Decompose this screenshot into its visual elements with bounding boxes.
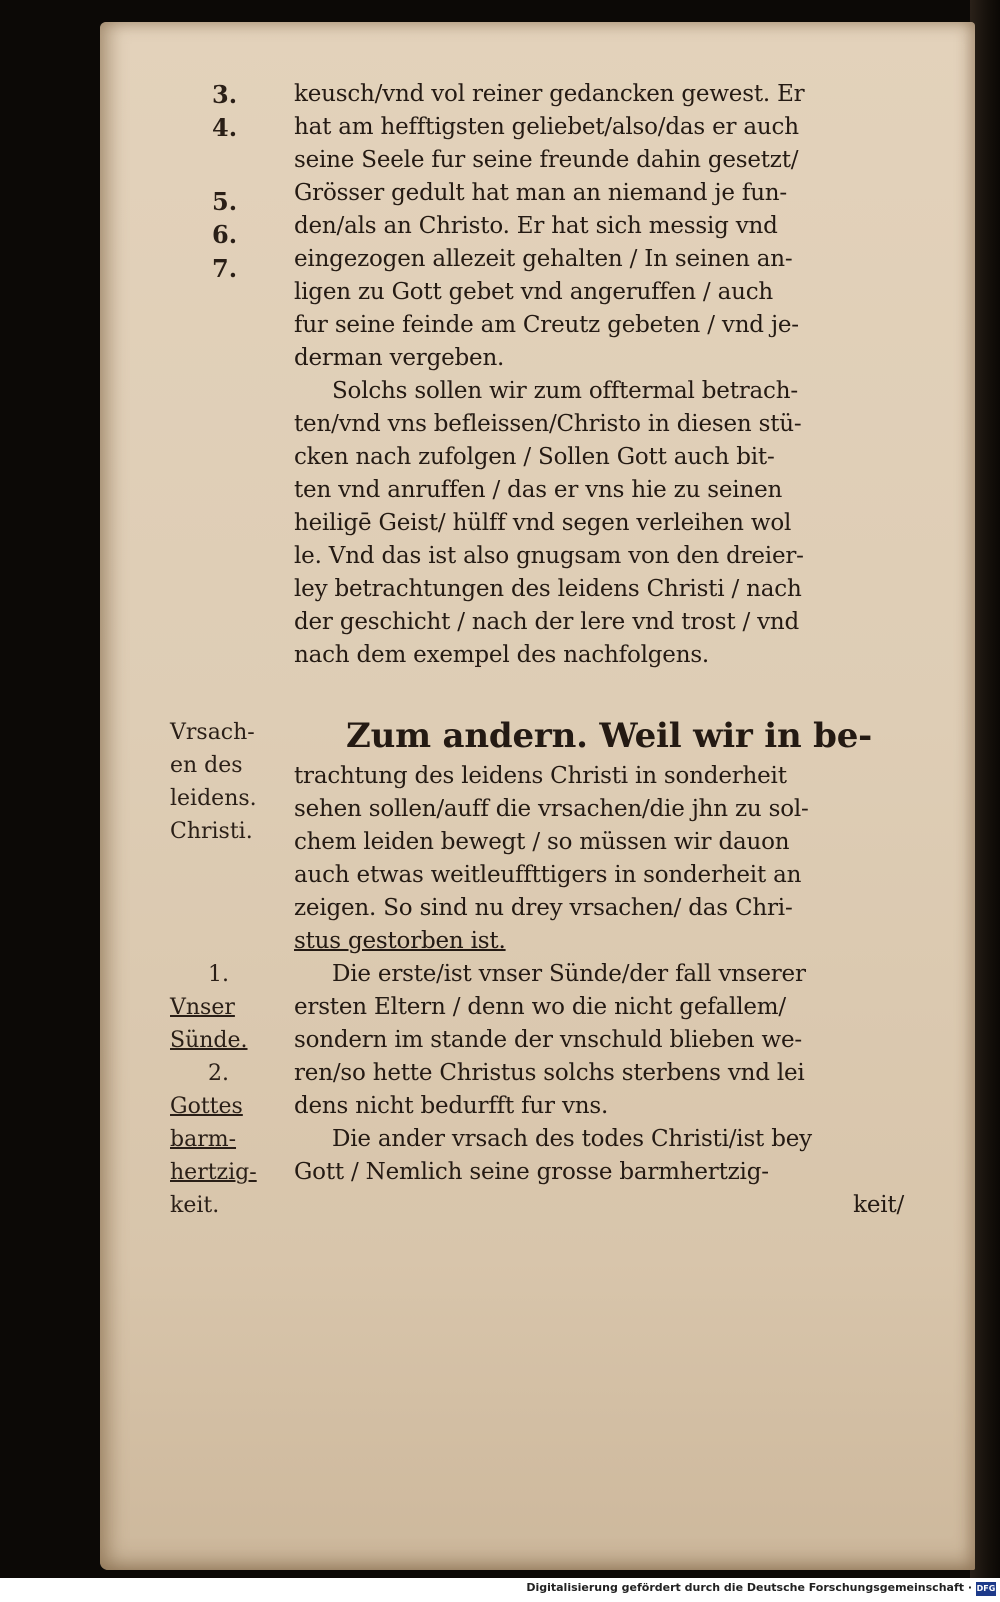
margin-number-7: 7.	[212, 254, 238, 283]
section-heading: Zum andern. Weil wir in be-	[346, 716, 873, 756]
gloss-line: Christi.	[170, 819, 253, 844]
text-line: ren/so hette Christus solchs sterbens vnd lei	[294, 1060, 805, 1086]
gloss-line: Vrsach-	[170, 720, 255, 745]
text-line: chem leiden bewegt / so müssen wir dauon	[294, 829, 790, 855]
text-line: sehen sollen/auff die vrsachen/die jhn zu sol-	[294, 796, 809, 822]
text-line: ligen zu Gott gebet vnd angeruffen / auch	[294, 279, 774, 305]
text-line: keusch/vnd vol reiner gedancken gewest. Er	[294, 81, 805, 107]
text-line: sondern im stande der vnschuld blieben we-	[294, 1027, 802, 1053]
text-line: fur seine feinde am Creutz gebeten / vnd je-	[294, 312, 799, 338]
text-line: Die ander vrsach des todes Christi/ist bey	[332, 1126, 812, 1152]
margin-gloss-2-number: 2.	[208, 1061, 229, 1086]
text-line: cken nach zufolgen / Sollen Gott auch bit-	[294, 444, 775, 470]
text-line: ersten Eltern / denn wo die nicht gefallem/	[294, 994, 786, 1020]
digitization-footer	[0, 1578, 1000, 1602]
text-line: den/als an Christo. Er hat sich messig vnd	[294, 213, 778, 239]
text-line: auch etwas weitleuffttigers in sonderheit an	[294, 862, 802, 888]
text-line: Die erste/ist vnser Sünde/der fall vnserer	[332, 961, 806, 987]
text-line: eingezogen allezeit gehalten / In seinen an-	[294, 246, 793, 272]
text-line: ley betrachtungen des leidens Christi / nach	[294, 576, 802, 602]
text-line: seine Seele fur seine freunde dahin gesetzt/	[294, 147, 799, 173]
gloss-line: Sünde.	[170, 1028, 248, 1053]
paragraph-1	[294, 78, 914, 672]
text-line: nach dem exempel des nachfolgens.	[294, 642, 710, 668]
gloss-line: barm-	[170, 1127, 237, 1152]
text-line: hat am hefftigsten geliebet/also/das er auch	[294, 114, 799, 140]
section-heading-block	[294, 712, 914, 760]
text-line: der geschicht / nach der lere vnd trost / vnd	[294, 609, 800, 635]
margin-gloss-causes	[170, 716, 290, 848]
dfg-logo-icon: DFG	[976, 1582, 996, 1596]
catchword: keit/	[853, 1192, 904, 1218]
text-line: heiligē Geist/ hülff vnd segen verleihen wol	[294, 510, 792, 536]
gloss-line: en des	[170, 753, 243, 778]
gloss-line: hertzig-	[170, 1160, 257, 1185]
text-line: ten vnd anruffen / das er vns hie zu seinen	[294, 477, 783, 503]
footer-credit: Digitalisierung gefördert durch die Deutsche Forschungsgemeinschaft ·	[526, 1581, 972, 1594]
text-line: dens nicht bedurfft fur vns.	[294, 1093, 609, 1119]
text-line: Grösser gedult hat man an niemand je fun-	[294, 180, 787, 206]
margin-number-6: 6.	[212, 220, 238, 249]
paragraph-3	[294, 760, 914, 1222]
gloss-line: Vnser	[170, 995, 235, 1020]
text-line: trachtung des leidens Christi in sonderheit	[294, 763, 787, 789]
text-line: derman vergeben.	[294, 345, 505, 371]
gloss-line: keit.	[170, 1193, 220, 1218]
text-line: zeigen. So sind nu drey vrsachen/ das Chri-	[294, 895, 793, 921]
margin-number-5: 5.	[212, 187, 238, 216]
margin-number-4: 4.	[212, 113, 238, 142]
margin-gloss-1-number: 1.	[208, 962, 229, 987]
text-line: le. Vnd das ist also gnugsam von den dreier-	[294, 543, 804, 569]
text-line: ten/vnd vns befleissen/Christo in diesen stü-	[294, 411, 802, 437]
text-line: Solchs sollen wir zum offtermal betrach-	[332, 378, 798, 404]
margin-gloss-1	[170, 991, 290, 1057]
text-line: stus gestorben ist.	[294, 928, 506, 954]
text-line: Gott / Nemlich seine grosse barmhertzig-	[294, 1159, 769, 1185]
margin-number-3: 3.	[212, 80, 238, 109]
gloss-line: Gottes	[170, 1094, 243, 1119]
gloss-line: leidens.	[170, 786, 257, 811]
margin-gloss-2	[170, 1090, 290, 1222]
